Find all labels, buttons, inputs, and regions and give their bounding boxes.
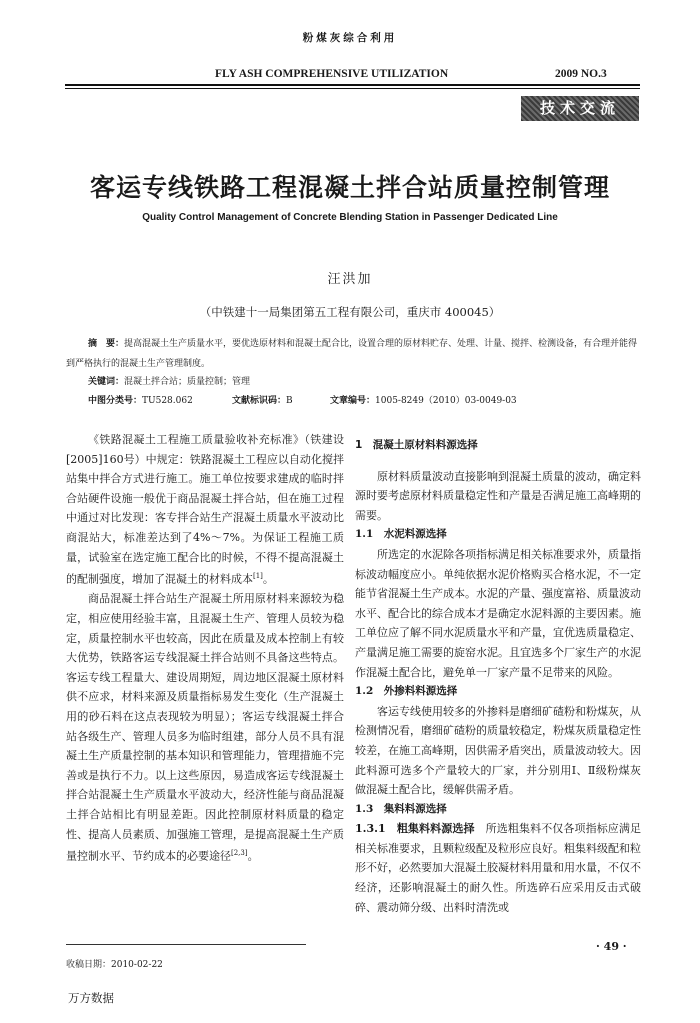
paragraph: 原材料质量波动直接影响到混凝土质量的波动，确定料源时要考虑原材料质量稳定性和产量是否满足施工高峰期的需要。 [355,469,641,522]
paragraph: 1.3.1 粗集料料源选择 所选粗集料不仅各项指标应满足相关标准要求，且颗粒级配及粒形应良好。粗集料级配和粒形不好，必然要加大混凝土胶凝材料用量和用水量，不仅不经济，还影响混凝土的耐久性。所选碎石应采用反击式破碎、震动筛分级、出料时清洗或 [355,822,642,914]
paragraph: 客运专线使用较多的外掺料是磨细矿碴粉和粉煤灰，从检测情况看，磨细矿碴粉的质量较稳定，粉煤灰质量稳定性较差，在施工高峰期，因供需矛盾突出，质量波动较大。因此料源可选多个产量较大的厂家，并分别用Ⅰ、Ⅱ级粉煤灰做混凝土配合比，缓解供需矛盾。 [355,704,641,797]
clc-number [88,393,193,406]
paragraph: 所选定的水泥除各项指标满足相关标准要求外，质量指标波动幅度应小。单纯依据水泥价格购买合格水泥，不一定能节省混凝土生产成本。水泥的产量、强度富裕、质量波动水平、配合比的综合成本才是确定水泥料源的主要因素。施工单位应了解不同水泥质量水平和产量，宜优选质量稳定、产量满足施工需要的旋窑水泥。且宜选多个厂家生产的水泥作混凝土配合比，避免单一厂家产量不足带来的风险。 [355,547,641,679]
header-rule-thick [65,84,640,86]
clc-label: 中图分类号： [88,396,143,406]
subsection-heading: 1.1 水泥料源选择 [355,528,447,541]
section-badge: 技术交流 [521,96,639,121]
body-column-left [66,430,344,866]
keywords-label: 关键词： [88,377,125,387]
article-no-value: 1005-8249（2010）03-0049-03 [375,396,517,406]
citation: [1] [253,572,263,581]
abstract-label: 摘 要： [88,339,125,349]
keywords-text: 混凝土拌合站；质量控制；管理 [124,377,251,387]
footnote-rule [66,944,306,945]
paragraph: 商品混凝土拌合站生产混凝土所用原材料来源较为稳定，相应使用经验丰富，且混凝土生产、管理人员较为稳定，质量控制水平也较高，因此在质量及成本控制上有较大优势，铁路客运专线混凝土拌合站则不具备这些特点。客运专线工程量大、建设周期短，周边地区混凝土原材料供不应求，材料来源及质量指标易发生变化（生产混凝土用的砂石料在这点表现较为明显）；客运专线混凝土拌合站各级生产、管理人员多为临时组建，部分人员不具有混凝土生产质量控制的基本知识和管理能力，管理措施不完善或是执行不力。以上这些原因，易造成客运专线混凝土拌合站混凝土生产质量水平波动大，经济性能与商品混凝土拌合站相比有明显差距。因此控制原材料质量的稳定性、提高人员素质、加强施工管理，是提高混凝土生产质量控制水平、节约成本的必要途径[2,3]。 [66,592,344,863]
doccode-label: 文献标识码： [232,396,287,406]
article-title-en: Quality Control Management of Concrete Blending Station in Passenger Dedicated Line [142,212,558,223]
article-no-label: 文章编号： [330,396,376,406]
clc-value: TU528.062 [142,396,193,406]
received-date: 收稿日期：2010-02-22 [66,960,163,970]
journal-name-cn: 粉煤灰综合利用 [302,32,398,44]
subsection-heading: 1.2 外掺料料源选择 [355,685,458,698]
section-heading: 1 混凝土原材料料源选择 [355,439,478,451]
affiliation: （中铁建十一局集团第五工程有限公司，重庆市 400045） [199,305,501,319]
subsubsection-heading: 1.3.1 粗集料料源选择 [355,822,475,836]
paragraph: 《铁路混凝土工程施工质量验收补充标准》（铁建设[2005]160号）中规定：铁路混凝土工程应以自动化搅拌站集中拌合方式进行施工。施工单位按要求建成的临时拌合站硬件设施一般优于商品混凝土拌合站，但在施工过程中通过对比发现：客专拌合站生产混凝土质量水平波动比商混站大，标准差达到了4%～7%。为保证工程施工质量，试验室在选定施工配合比的时候，不得不提高混凝土的配制强度，增加了混凝土的材料成本[1]。 [66,433,344,586]
abstract-text: 提高混凝土生产质量水平，要优选原材料和混凝土配合比，设置合理的原材料贮存、处理、计量、搅拌、检测设备，有合理并能得到严格执行的混凝土生产管理制度。 [66,339,638,369]
keywords [88,374,250,387]
issue-number: 2009 NO.3 [555,68,607,80]
body-column-right [355,430,641,917]
subsection-heading: 1.3 集料料源选择 [355,802,447,815]
article-title: 客运专线铁路工程混凝土拌合站质量控制管理 [89,173,610,202]
article-number [330,393,517,406]
journal-name-en: FLY ASH COMPREHENSIVE UTILIZATION [215,68,449,80]
page-number: · 49 · [596,940,627,953]
abstract [66,334,640,374]
document-code [232,393,293,406]
header-rule-thin [65,88,640,89]
citation: [2,3] [231,849,248,858]
watermark: 万方数据 [68,991,114,1005]
doccode-value: B [286,396,293,406]
author: 汪洪加 [327,272,373,287]
